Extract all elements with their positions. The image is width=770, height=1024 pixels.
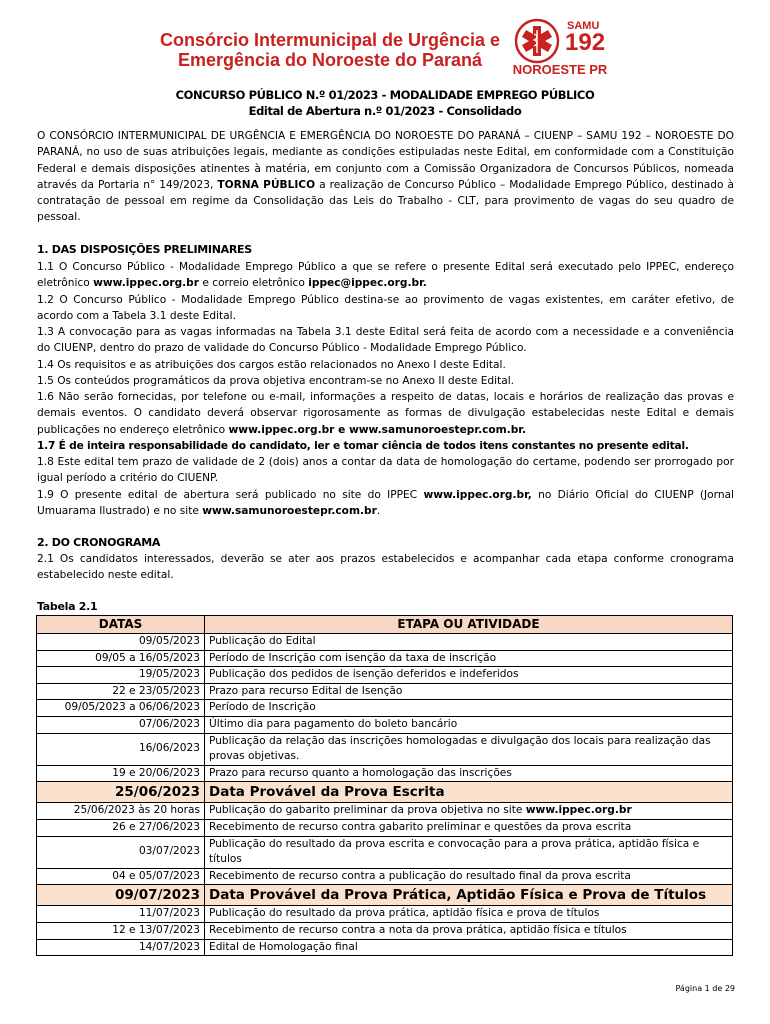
item-1-6 xyxy=(37,389,734,438)
row-activity-text: Recebimento de recurso contra a publicação do resultado final da prova escrita xyxy=(209,869,631,882)
row-date: 04 e 05/07/2023 xyxy=(37,868,205,885)
row-activity xyxy=(205,885,733,906)
table-row xyxy=(37,650,733,667)
row-activity xyxy=(205,733,733,765)
table-row xyxy=(37,803,733,820)
row-activity-text: Recebimento de recurso contra a nota da prova prática, aptidão física e títulos xyxy=(209,923,627,936)
row-activity xyxy=(205,922,733,939)
table-row xyxy=(37,700,733,717)
row-activity-text: Recebimento de recurso contra gabarito preliminar e questões da prova escrita xyxy=(209,820,632,833)
row-activity xyxy=(205,782,733,803)
table-row xyxy=(37,922,733,939)
row-activity xyxy=(205,700,733,717)
item-1-1-text: 1.1 O Concurso Público - Modalidade Emprego Público a que se refere o presente Edital será executado pelo IPPEC, endereço eletrônico xyxy=(37,261,734,290)
row-date: 11/07/2023 xyxy=(37,906,205,923)
document-header xyxy=(0,0,770,84)
row-date: 25/06/2023 xyxy=(37,782,205,803)
ippec-url[interactable]: www.ippec.org.br xyxy=(93,277,199,290)
row-activity-text: Edital de Homologação final xyxy=(209,940,358,953)
organization-name-line2: Emergência do Noroeste do Paraná xyxy=(177,50,483,70)
table-row xyxy=(37,765,733,782)
item-1-9 xyxy=(37,487,734,520)
table-row xyxy=(37,939,733,956)
row-activity xyxy=(205,803,733,820)
header-dates: DATAS xyxy=(37,616,205,634)
table-row xyxy=(37,906,733,923)
row-activity-text: Prazo para recurso quanto a homologação das inscrições xyxy=(209,766,512,779)
table-row xyxy=(37,885,733,906)
row-activity-text: Último dia para pagamento do boleto bancário xyxy=(209,717,458,730)
row-activity xyxy=(205,716,733,733)
row-date: 16/06/2023 xyxy=(37,733,205,765)
samu-logo xyxy=(507,16,617,82)
row-date: 25/06/2023 às 20 horas xyxy=(37,803,205,820)
header-activity: ETAPA OU ATIVIDADE xyxy=(205,616,733,634)
row-activity-text: Data Provável da Prova Prática, Aptidão Física e Prova de Títulos xyxy=(209,886,707,903)
row-date: 19 e 20/06/2023 xyxy=(37,765,205,782)
row-activity xyxy=(205,634,733,651)
table-row xyxy=(37,868,733,885)
row-activity-text: Publicação da relação das inscrições homologadas e divulgação dos locais para realização das provas objetivas. xyxy=(209,734,711,763)
edict-title: Edital de Abertura n.º 01/2023 - Consolidado xyxy=(248,104,522,118)
table-row xyxy=(37,634,733,651)
intro-paragraph xyxy=(37,128,734,226)
item-1-1 xyxy=(37,259,734,292)
item-1-9-text: 1.9 O presente edital de abertura será publicado no site do IPPEC xyxy=(37,489,424,501)
section-2-title: 2. DO CRONOGRAMA xyxy=(37,536,161,549)
row-date: 09/05 a 16/05/2023 xyxy=(37,650,205,667)
table-row xyxy=(37,819,733,836)
logo-region-text: NOROESTE PR xyxy=(512,62,608,77)
intro-text-2: a realização de Concurso Público – Modalidade Emprego Público, destinado à contratação de pessoal em regime da Consolidação das Leis do Trabalho - CLT, para provimento de vagas do seu quadro de pessoal. xyxy=(37,178,734,224)
row-activity-text: Publicação do resultado da prova prática, aptidão física e prova de títulos xyxy=(209,907,600,920)
item-1-2: 1.2 O Concurso Público - Modalidade Emprego Público destina-se ao provimento de vagas existentes, em caráter efetivo, de acordo com a Tabela 3.1 deste Edital. xyxy=(37,294,734,323)
ippec-url-2[interactable]: www.ippec.org.br, xyxy=(423,489,532,501)
row-activity-text: Data Provável da Prova Escrita xyxy=(209,783,445,800)
item-1-4: 1.4 Os requisitos e as atribuições dos cargos estão relacionados no Anexo I deste Edital. xyxy=(37,359,506,371)
table-row xyxy=(37,716,733,733)
table-row xyxy=(37,683,733,700)
item-1-1-text-b: e correio eletrônico xyxy=(199,277,309,290)
row-date: 09/05/2023 a 06/06/2023 xyxy=(37,700,205,717)
row-activity-text: Publicação do Edital xyxy=(209,635,316,647)
row-activity-link[interactable]: www.ippec.org.br xyxy=(525,804,632,817)
intro-text-1: O CONSÓRCIO INTERMUNICIPAL DE URGÊNCIA E EMERGÊNCIA DO NOROESTE DO PARANÁ – CIUENP – SAMU 192 – NOROESTE DO PARANÁ, no uso de suas atribuições legais, mediante as condições estipuladas neste Edital, em conformidade com a Constituição Federal e demais disposições atinentes à matéria, em conjunto com a Comissão Organizadora de Concursos Públicos, nomeada através da Portaria n° 149/2023, xyxy=(37,130,734,191)
item-1-9-text-c: . xyxy=(376,505,381,518)
organization-name xyxy=(150,30,510,70)
table-row xyxy=(37,733,733,765)
row-activity-text: Período de Inscrição com isenção da taxa de inscrição xyxy=(209,651,497,664)
row-activity xyxy=(205,667,733,684)
table-row xyxy=(37,836,733,868)
section-1-title: 1. DAS DISPOSIÇÕES PRELIMINARES xyxy=(37,243,252,256)
samu-url[interactable]: www.samunoroestepr.com.br xyxy=(202,505,377,518)
row-activity xyxy=(205,765,733,782)
row-date: 22 e 23/05/2023 xyxy=(37,683,205,700)
ippec-email[interactable]: ippec@ippec.org.br. xyxy=(308,277,427,290)
table-caption: Tabela 2.1 xyxy=(37,600,98,613)
logo-192-text: 192 xyxy=(565,29,606,56)
page-number: Página 1 de 29 xyxy=(675,984,735,993)
item-1-6-text: 1.6 Não serão fornecidas, por telefone ou e-mail, informações a respeito de datas, locais e horários de realização das provas e demais eventos. O candidato deverá observar rigorosamente as formas de divulgação estabelecidas neste Edital e demais publicações no endereço eletrônico xyxy=(37,391,734,436)
intro-bold: TORNA PÚBLICO xyxy=(217,178,316,191)
item-1-7: 1.7 É de inteira responsabilidade do candidato, ler e tomar ciência de todos itens constantes no presente edital. xyxy=(37,440,689,452)
star-of-life-icon xyxy=(514,18,560,64)
row-activity xyxy=(205,939,733,956)
row-date: 07/06/2023 xyxy=(37,716,205,733)
row-activity-text: Período de Inscrição xyxy=(209,701,316,714)
row-date: 19/05/2023 xyxy=(37,667,205,684)
contest-title: CONCURSO PÚBLICO N.º 01/2023 - MODALIDADE EMPREGO PÚBLICO xyxy=(175,88,595,102)
row-activity xyxy=(205,683,733,700)
row-date: 14/07/2023 xyxy=(37,939,205,956)
table-row xyxy=(37,782,733,803)
row-date: 26 e 27/06/2023 xyxy=(37,819,205,836)
row-date: 12 e 13/07/2023 xyxy=(37,922,205,939)
row-activity xyxy=(205,819,733,836)
item-2-1: 2.1 Os candidatos interessados, deverão se ater aos prazos estabelecidos e acompanhar cada etapa conforme cronograma estabelecido neste edital. xyxy=(37,553,734,582)
item-1-8: 1.8 Este edital tem prazo de validade de 2 (dois) anos a contar da data de homologação do certame, podendo ser prorrogado por igual período a critério do CIUENP. xyxy=(37,456,734,485)
table-header-row xyxy=(37,616,733,634)
row-activity-text: Prazo para recurso Edital de Isenção xyxy=(209,684,403,697)
row-activity xyxy=(205,906,733,923)
row-activity xyxy=(205,650,733,667)
row-date: 09/07/2023 xyxy=(37,885,205,906)
row-date: 03/07/2023 xyxy=(37,836,205,868)
item-1-6-urls[interactable]: www.ippec.org.br e www.samunoroestepr.com.br. xyxy=(228,423,527,436)
logo-samu-text: SAMU xyxy=(567,20,600,32)
item-1-3: 1.3 A convocação para as vagas informadas na Tabela 3.1 deste Edital será feita de acordo com a necessidade e a conveniência do CIUENP, dentro do prazo de validade do Concurso Público - Modalidade Emprego Público. xyxy=(37,326,734,355)
row-activity xyxy=(205,836,733,868)
schedule-table xyxy=(36,615,733,956)
item-1-9-text-b: no Diário Oficial do CIUENP (Jornal Umuarama Ilustrado) e no site xyxy=(37,489,734,518)
item-1-5: 1.5 Os conteúdos programáticos da prova objetiva encontram-se no Anexo II deste Edital. xyxy=(37,375,515,387)
row-activity-text: Publicação do resultado da prova escrita e convocação para a prova prática, aptidão física e títulos xyxy=(209,837,700,866)
row-activity-text: Publicação do gabarito preliminar da prova objetiva no site xyxy=(209,804,526,817)
row-activity-text: Publicação dos pedidos de isenção deferidos e indeferidos xyxy=(209,668,519,681)
row-date: 09/05/2023 xyxy=(37,634,205,651)
table-row xyxy=(37,667,733,684)
organization-name-line1: Consórcio Intermunicipal de Urgência e xyxy=(159,30,501,50)
row-activity xyxy=(205,868,733,885)
